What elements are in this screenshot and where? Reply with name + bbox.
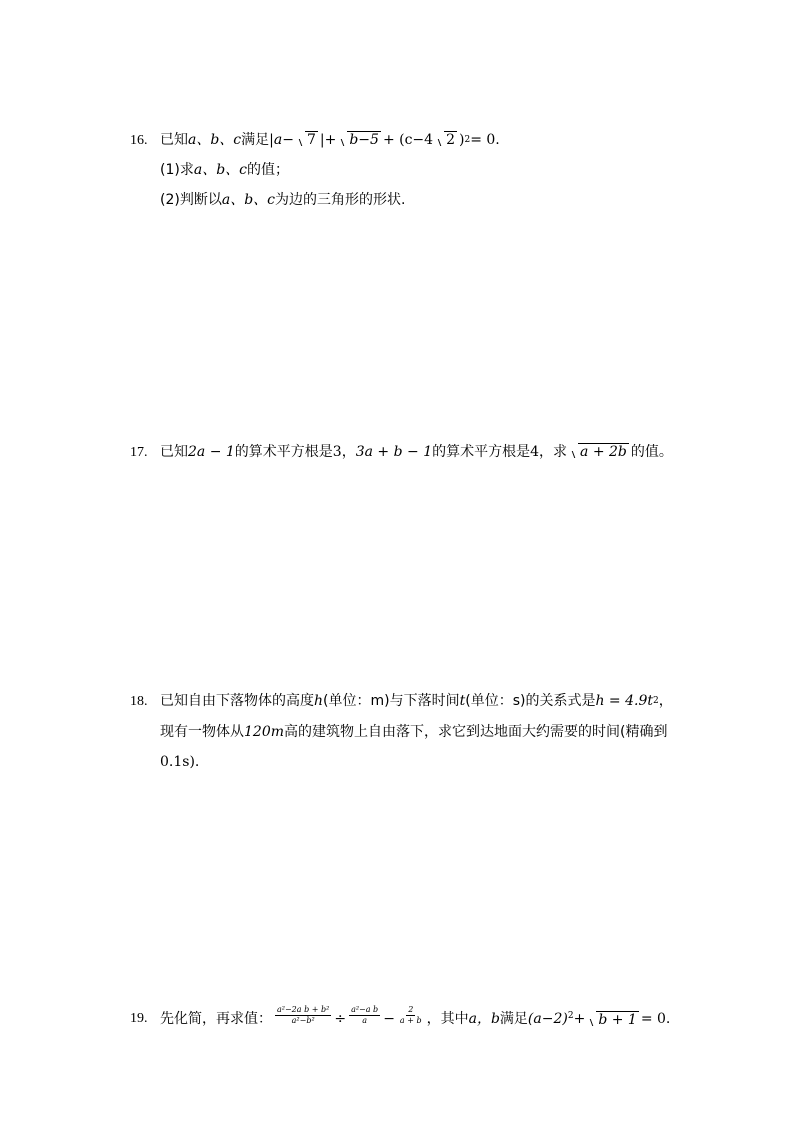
problem-number: 18.: [130, 694, 148, 709]
problem-16-part-1: [130, 163, 674, 177]
variables: a、b、c: [193, 162, 247, 178]
fraction-1: [275, 1006, 331, 1025]
statement-text: 现有一物体从: [160, 724, 244, 740]
part-text: (1)求: [160, 162, 194, 178]
sqrt-2: [435, 131, 457, 147]
sqrt-a-plus-2b: [569, 443, 629, 459]
math-plus-paren: + (c−4: [382, 132, 434, 148]
radicand: b−5: [349, 132, 379, 148]
fraction-numerator: 2: [408, 1005, 414, 1014]
statement-text: 满足: [241, 132, 270, 148]
unit-h: (单位：m): [323, 693, 390, 709]
math-equals-zero: = 0.: [470, 132, 500, 148]
statement-text: 高的建筑物上自由落下，求它到达地面大约需要的时间(精确到: [284, 724, 668, 740]
math-close-paren: ): [458, 132, 465, 148]
problem-18-line-2: [130, 725, 674, 739]
math-equals-zero: = 0.: [640, 1010, 671, 1027]
sqrt-7: [296, 131, 318, 147]
radicand: 2: [446, 132, 455, 148]
exponent: 2: [464, 135, 471, 145]
minus-sign: −: [383, 1010, 395, 1027]
problem-19-statement: [130, 1005, 674, 1028]
statement-text: 已知: [160, 444, 188, 460]
unit-t: (单位：s): [465, 693, 526, 709]
statement-text: 先化简，再求值：: [160, 1010, 272, 1027]
problem-16-statement: [130, 131, 674, 148]
problem-number: 17.: [130, 445, 148, 460]
var-h: h: [314, 693, 324, 709]
statement-text: 的算术平方根是: [234, 444, 333, 460]
sqrt-b-plus-1: [587, 1011, 639, 1027]
formula: h = 4.9t: [595, 693, 653, 709]
statement-text: 的算术平方根是: [432, 444, 531, 460]
divide-sign: ÷: [334, 1010, 347, 1027]
var-t: t: [459, 693, 466, 709]
comma: ，: [658, 693, 673, 709]
part-text: 为边的三角形的形状.: [275, 192, 406, 208]
problem-17-statement: [130, 443, 674, 460]
expression-2: 3a + b − 1: [355, 444, 433, 460]
sqrt-b-minus-5: [338, 131, 381, 147]
statement-text: 与下落时间: [389, 693, 460, 709]
problem-17: [130, 443, 674, 460]
comma: ，: [341, 444, 356, 460]
statement-text: 已知自由下落物体的高度: [160, 693, 314, 709]
problem-16: [130, 131, 674, 207]
part-text: (2)判断以: [160, 192, 222, 208]
statement-text: 的关系式是: [525, 693, 596, 709]
part-text: 的值；: [247, 162, 289, 178]
fraction-numerator: a²−a b: [351, 1005, 379, 1014]
variables: a、b、c: [188, 132, 242, 148]
variables: a，b: [468, 1010, 500, 1027]
problem-18-line-1: [130, 694, 674, 709]
problem-18: [130, 694, 674, 769]
problem-number: 16.: [130, 133, 148, 148]
radicand: b + 1: [598, 1011, 637, 1028]
variables: a、b、c: [221, 192, 275, 208]
height-value: 120m: [244, 724, 284, 740]
fraction-2: [349, 1006, 380, 1025]
math-plus: +: [324, 132, 337, 148]
radicand: 7: [306, 132, 316, 148]
fraction-denominator: a + b: [399, 1016, 422, 1025]
problem-16-part-2: [130, 193, 674, 207]
statement-text: 满足: [499, 1010, 528, 1027]
exponent: 2: [653, 696, 659, 706]
problem-18-line-3: [130, 755, 674, 769]
expression-1: 2a − 1: [188, 444, 235, 460]
math-abs-open: |a−: [269, 132, 294, 148]
fraction-denominator: a: [362, 1016, 368, 1025]
radicand: a + 2b: [580, 444, 627, 460]
statement-text: 的值。: [630, 444, 673, 460]
math-plus: +: [573, 1010, 586, 1027]
precision-text: 0.1s).: [160, 754, 200, 770]
fraction-numerator: a²−2a b + b²: [277, 1005, 330, 1014]
statement-text: ，其中: [426, 1010, 469, 1027]
fraction-3: [398, 1006, 424, 1025]
value-2: 4: [530, 444, 540, 460]
problem-19: [130, 1005, 674, 1028]
exponent: 2: [567, 1011, 574, 1021]
value-1: 3: [332, 444, 342, 460]
problem-number: 19.: [130, 1010, 148, 1026]
math-abs-close: |: [319, 132, 325, 148]
statement-text: 已知: [160, 132, 188, 148]
fraction-denominator: a²−b²: [291, 1016, 315, 1025]
condition-term: (a−2): [527, 1010, 568, 1027]
statement-text: ，求: [539, 444, 568, 460]
